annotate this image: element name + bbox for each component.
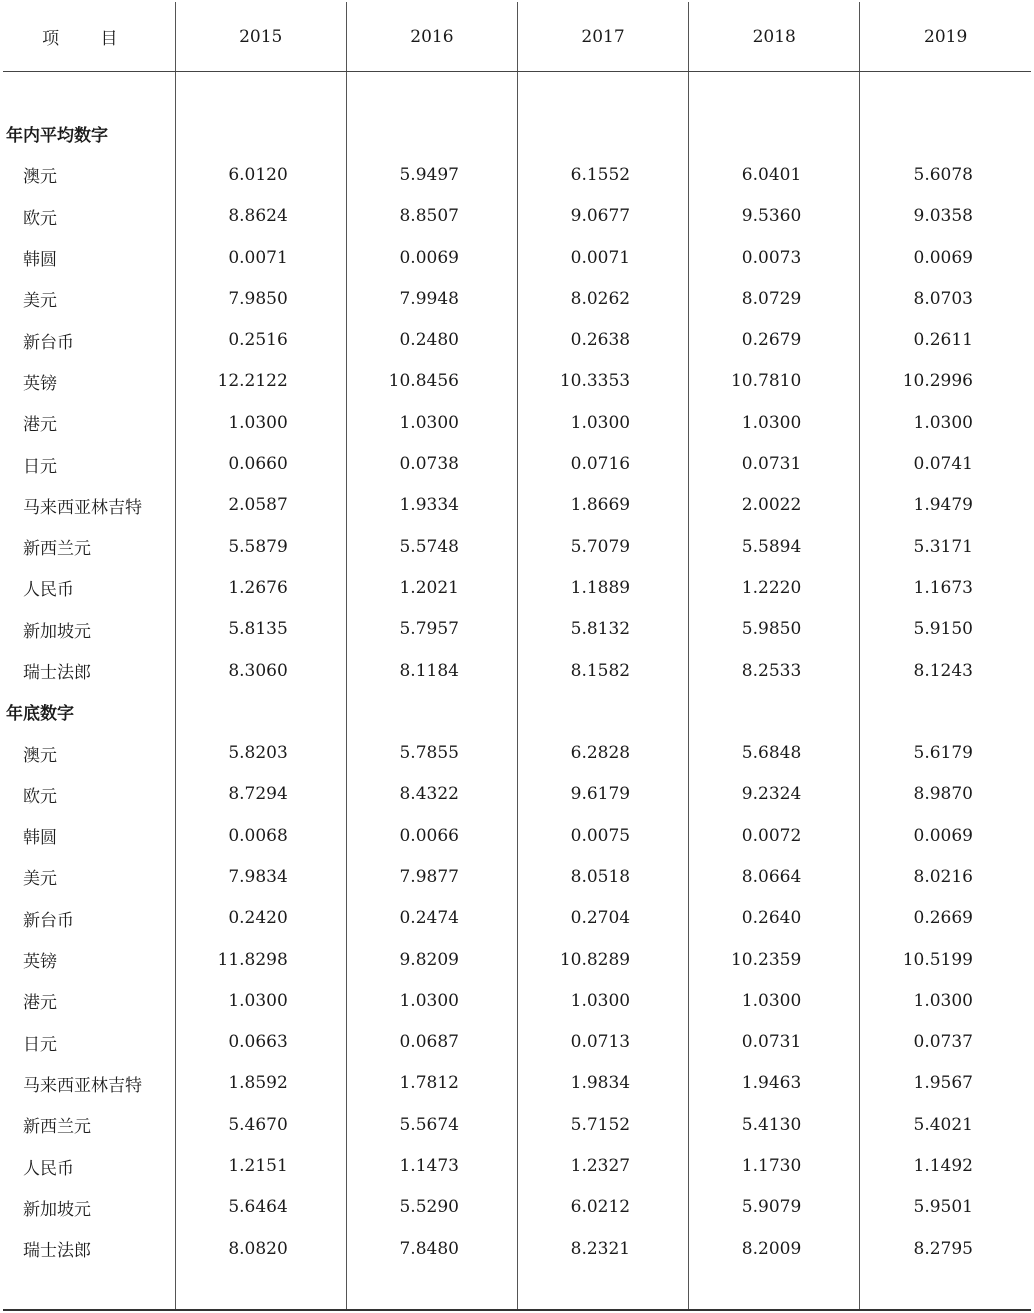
currency-label: 欧元 <box>23 208 57 229</box>
rate-value: 0.2611 <box>860 319 1031 360</box>
rate-value: 9.8209 <box>346 939 517 980</box>
rate-value: 1.0300 <box>346 402 517 443</box>
rate-value: 9.6179 <box>517 774 688 815</box>
rate-value: 0.2480 <box>346 319 517 360</box>
currency-label: 新西兰元 <box>23 539 91 560</box>
rate-value: 0.0731 <box>689 1022 860 1063</box>
rate-value: 6.0212 <box>517 1187 688 1228</box>
empty-cell <box>175 113 346 154</box>
rate-value: 0.2474 <box>346 898 517 939</box>
currency-label: 英镑 <box>23 952 57 973</box>
table-row <box>3 567 1031 608</box>
rate-value: 1.0300 <box>175 402 346 443</box>
exchange-rate-table <box>3 2 1031 1311</box>
rate-value: 8.0518 <box>517 856 688 897</box>
table-row <box>3 1022 1031 1063</box>
currency-label: 韩圆 <box>23 828 57 849</box>
currency-label: 英镑 <box>23 373 57 394</box>
rate-value: 1.0300 <box>860 402 1031 443</box>
rate-value: 0.0687 <box>346 1022 517 1063</box>
empty-cell <box>175 691 346 732</box>
table-row <box>3 939 1031 980</box>
currency-label: 澳元 <box>23 167 57 188</box>
rate-value: 1.0300 <box>860 980 1031 1021</box>
rate-value: 0.2420 <box>175 898 346 939</box>
empty-cell <box>346 113 517 154</box>
rate-value: 5.5748 <box>346 526 517 567</box>
section-title: 年底数字 <box>6 704 74 725</box>
rate-value: 5.9850 <box>689 609 860 650</box>
rate-value: 0.2679 <box>689 319 860 360</box>
header-item <box>3 2 175 72</box>
rate-value: 1.1889 <box>517 567 688 608</box>
rate-value: 0.0731 <box>689 443 860 484</box>
rate-value: 10.5199 <box>860 939 1031 980</box>
table-row <box>3 443 1031 484</box>
rate-value: 9.2324 <box>689 774 860 815</box>
spacer-cell <box>517 72 688 114</box>
empty-cell <box>689 113 860 154</box>
currency-label: 马来西亚林吉特 <box>23 1075 142 1096</box>
rate-value: 10.2359 <box>689 939 860 980</box>
header-year: 2019 <box>860 2 1031 72</box>
currency-label: 港元 <box>23 415 57 436</box>
currency-label: 新台币 <box>23 910 74 931</box>
rate-value: 0.2640 <box>689 898 860 939</box>
table-row <box>3 774 1031 815</box>
rate-value: 5.8203 <box>175 732 346 773</box>
empty-cell <box>346 691 517 732</box>
table-row <box>3 856 1031 897</box>
rate-value: 8.8507 <box>346 196 517 237</box>
spacer-cell <box>3 72 175 114</box>
rate-value: 0.0737 <box>860 1022 1031 1063</box>
currency-label: 新台币 <box>23 332 74 353</box>
rate-value: 1.9479 <box>860 485 1031 526</box>
table-row <box>3 319 1031 360</box>
empty-cell <box>860 691 1031 732</box>
rate-value: 1.2021 <box>346 567 517 608</box>
currency-label: 马来西亚林吉特 <box>23 497 142 518</box>
empty-cell <box>517 113 688 154</box>
section-title: 年内平均数字 <box>6 126 108 147</box>
rate-value: 8.0262 <box>517 278 688 319</box>
rate-value: 0.0069 <box>346 237 517 278</box>
rate-value: 8.2795 <box>860 1228 1031 1269</box>
rate-value: 10.8456 <box>346 361 517 402</box>
rate-value: 1.0300 <box>689 980 860 1021</box>
section-header-row <box>3 691 1031 732</box>
rate-value: 1.0300 <box>175 980 346 1021</box>
rate-value: 0.0072 <box>689 815 860 856</box>
currency-label: 美元 <box>23 869 57 890</box>
rate-value: 0.0069 <box>860 815 1031 856</box>
table-row <box>3 650 1031 691</box>
rate-value: 1.0300 <box>517 980 688 1021</box>
rate-value: 1.1673 <box>860 567 1031 608</box>
table-body <box>3 72 1031 1311</box>
rate-value: 1.8669 <box>517 485 688 526</box>
rate-value: 0.2516 <box>175 319 346 360</box>
rate-value: 5.4130 <box>689 1104 860 1145</box>
header-year: 2016 <box>346 2 517 72</box>
currency-label: 韩圆 <box>23 250 57 271</box>
rate-value: 5.4670 <box>175 1104 346 1145</box>
rate-value: 8.1582 <box>517 650 688 691</box>
table-row <box>3 1104 1031 1145</box>
rate-value: 0.0713 <box>517 1022 688 1063</box>
rate-value: 1.0300 <box>346 980 517 1021</box>
rate-value: 0.0069 <box>860 237 1031 278</box>
header-year: 2017 <box>517 2 688 72</box>
empty-cell <box>346 1269 517 1310</box>
header-year: 2015 <box>175 2 346 72</box>
rate-value: 5.9501 <box>860 1187 1031 1228</box>
rate-value: 5.6464 <box>175 1187 346 1228</box>
rate-value: 5.7079 <box>517 526 688 567</box>
rate-value: 10.2996 <box>860 361 1031 402</box>
table-row <box>3 1187 1031 1228</box>
currency-label: 新西兰元 <box>23 1117 91 1138</box>
rate-value: 7.9948 <box>346 278 517 319</box>
rate-value: 5.5879 <box>175 526 346 567</box>
rate-value: 2.0587 <box>175 485 346 526</box>
table-row <box>3 361 1031 402</box>
empty-cell <box>3 1269 175 1310</box>
table-row <box>3 154 1031 195</box>
rate-value: 8.0703 <box>860 278 1031 319</box>
currency-label: 瑞士法郎 <box>23 663 91 683</box>
spacer-cell <box>689 72 860 114</box>
currency-label: 日元 <box>23 1034 57 1055</box>
rate-value: 1.7812 <box>346 1063 517 1104</box>
rate-value: 7.8480 <box>346 1228 517 1269</box>
rate-value: 8.2321 <box>517 1228 688 1269</box>
rate-value: 8.1184 <box>346 650 517 691</box>
rate-value: 5.4021 <box>860 1104 1031 1145</box>
currency-label: 欧元 <box>23 786 57 807</box>
rate-value: 5.5674 <box>346 1104 517 1145</box>
rate-value: 5.7152 <box>517 1104 688 1145</box>
rate-value: 0.0071 <box>517 237 688 278</box>
header-item-label: 项 目 <box>42 29 136 49</box>
table-row <box>3 609 1031 650</box>
empty-cell <box>689 691 860 732</box>
rate-value: 8.8624 <box>175 196 346 237</box>
rate-value: 7.9850 <box>175 278 346 319</box>
spacer-cell <box>860 72 1031 114</box>
rate-value: 8.0664 <box>689 856 860 897</box>
rate-value: 1.9463 <box>689 1063 860 1104</box>
rate-value: 1.2220 <box>689 567 860 608</box>
rate-value: 6.0401 <box>689 154 860 195</box>
empty-cell <box>175 1269 346 1310</box>
rate-value: 5.8132 <box>517 609 688 650</box>
rate-value: 10.7810 <box>689 361 860 402</box>
rate-value: 8.2533 <box>689 650 860 691</box>
rate-value: 0.0071 <box>175 237 346 278</box>
closing-row <box>3 1269 1031 1310</box>
rate-value: 5.9497 <box>346 154 517 195</box>
rate-value: 0.2704 <box>517 898 688 939</box>
empty-cell <box>517 1269 688 1310</box>
table-row <box>3 278 1031 319</box>
currency-label: 新加坡元 <box>23 621 91 642</box>
rate-value: 5.7855 <box>346 732 517 773</box>
currency-label: 新加坡元 <box>23 1199 91 1220</box>
rate-value: 1.8592 <box>175 1063 346 1104</box>
rate-value: 6.2828 <box>517 732 688 773</box>
currency-label: 人民币 <box>23 580 74 601</box>
spacer-row <box>3 72 1031 114</box>
currency-label: 瑞士法郎 <box>23 1241 91 1262</box>
currency-label: 澳元 <box>23 745 57 766</box>
rate-value: 8.9870 <box>860 774 1031 815</box>
rate-value: 8.0216 <box>860 856 1031 897</box>
header-year: 2018 <box>689 2 860 72</box>
rate-value: 5.7957 <box>346 609 517 650</box>
rate-value: 1.0300 <box>689 402 860 443</box>
rate-value: 0.2669 <box>860 898 1031 939</box>
rate-value: 5.8135 <box>175 609 346 650</box>
rate-value: 1.2327 <box>517 1145 688 1186</box>
rate-value: 7.9834 <box>175 856 346 897</box>
table-row <box>3 402 1031 443</box>
spacer-cell <box>175 72 346 114</box>
rate-value: 10.8289 <box>517 939 688 980</box>
rate-value: 8.3060 <box>175 650 346 691</box>
rate-value: 1.0300 <box>517 402 688 443</box>
rate-value: 5.5894 <box>689 526 860 567</box>
rate-value: 1.2676 <box>175 567 346 608</box>
rate-value: 5.9150 <box>860 609 1031 650</box>
rate-value: 5.9079 <box>689 1187 860 1228</box>
rate-value: 0.0075 <box>517 815 688 856</box>
empty-cell <box>860 113 1031 154</box>
currency-label: 美元 <box>23 291 57 312</box>
section-header-row <box>3 113 1031 154</box>
rate-value: 1.1473 <box>346 1145 517 1186</box>
rate-value: 8.4322 <box>346 774 517 815</box>
rate-value: 8.1243 <box>860 650 1031 691</box>
rate-value: 1.2151 <box>175 1145 346 1186</box>
rate-value: 0.0741 <box>860 443 1031 484</box>
table-row <box>3 898 1031 939</box>
rate-value: 12.2122 <box>175 361 346 402</box>
rate-value: 9.5360 <box>689 196 860 237</box>
table-row <box>3 1145 1031 1186</box>
rate-value: 8.0729 <box>689 278 860 319</box>
rate-value: 5.5290 <box>346 1187 517 1228</box>
rate-value: 6.1552 <box>517 154 688 195</box>
rate-value: 0.0660 <box>175 443 346 484</box>
table-row <box>3 732 1031 773</box>
rate-value: 1.9567 <box>860 1063 1031 1104</box>
rate-value: 0.0738 <box>346 443 517 484</box>
table-row <box>3 815 1031 856</box>
rate-value: 5.6848 <box>689 732 860 773</box>
currency-label: 港元 <box>23 993 57 1014</box>
rate-value: 1.1730 <box>689 1145 860 1186</box>
rate-value: 0.0716 <box>517 443 688 484</box>
rate-value: 0.0066 <box>346 815 517 856</box>
table-row <box>3 980 1031 1021</box>
table-row <box>3 237 1031 278</box>
header-row <box>3 2 1031 72</box>
rate-value: 0.0663 <box>175 1022 346 1063</box>
table-row <box>3 1228 1031 1269</box>
rate-value: 8.7294 <box>175 774 346 815</box>
currency-label: 日元 <box>23 456 57 477</box>
rate-value: 10.3353 <box>517 361 688 402</box>
table-row <box>3 196 1031 237</box>
table-row <box>3 526 1031 567</box>
table-row <box>3 1063 1031 1104</box>
rate-value: 5.6179 <box>860 732 1031 773</box>
rate-value: 1.9834 <box>517 1063 688 1104</box>
rate-value: 8.0820 <box>175 1228 346 1269</box>
rate-value: 2.0022 <box>689 485 860 526</box>
empty-cell <box>517 691 688 732</box>
rate-value: 0.0073 <box>689 237 860 278</box>
rate-value: 0.2638 <box>517 319 688 360</box>
rate-value: 1.9334 <box>346 485 517 526</box>
empty-cell <box>689 1269 860 1310</box>
rate-value: 0.0068 <box>175 815 346 856</box>
rate-value: 9.0677 <box>517 196 688 237</box>
rate-value: 7.9877 <box>346 856 517 897</box>
rate-value: 5.3171 <box>860 526 1031 567</box>
rate-value: 6.0120 <box>175 154 346 195</box>
spacer-cell <box>346 72 517 114</box>
currency-label: 人民币 <box>23 1158 74 1179</box>
rate-value: 9.0358 <box>860 196 1031 237</box>
empty-cell <box>860 1269 1031 1310</box>
rate-value: 1.1492 <box>860 1145 1031 1186</box>
table-row <box>3 485 1031 526</box>
rate-value: 11.8298 <box>175 939 346 980</box>
rate-value: 8.2009 <box>689 1228 860 1269</box>
rate-value: 5.6078 <box>860 154 1031 195</box>
